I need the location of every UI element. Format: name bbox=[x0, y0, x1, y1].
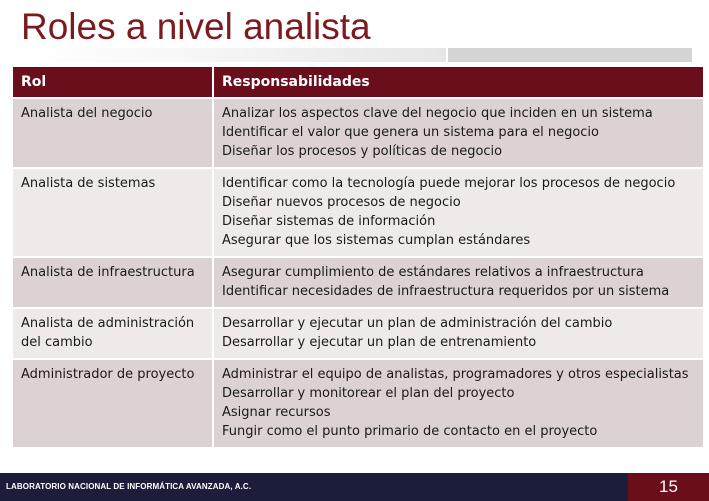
responsibility: Identificar como la tecnología puede mejorar los procesos de negocio bbox=[222, 176, 676, 191]
table-row bbox=[13, 359, 703, 447]
table-row bbox=[13, 308, 703, 359]
role-name: del cambio bbox=[21, 335, 93, 350]
responsibilities-cell bbox=[213, 257, 703, 308]
role-name: Analista del negocio bbox=[21, 106, 153, 121]
responsibility: Asegurar cumplimiento de estándares relativos a infraestructura bbox=[222, 265, 644, 280]
responsibility: Diseñar sistemas de información bbox=[222, 214, 436, 229]
header-rol: Rol bbox=[13, 67, 213, 98]
responsibility: Identificar el valor que genera un sistema para el negocio bbox=[222, 125, 599, 140]
responsibilities-cell bbox=[213, 168, 703, 257]
role-cell bbox=[13, 168, 213, 257]
role-cell bbox=[13, 257, 213, 308]
title-underline bbox=[18, 48, 446, 62]
responsibility: Fungir como el punto primario de contacto en el proyecto bbox=[222, 424, 598, 439]
page-number-box bbox=[628, 473, 709, 501]
role-cell bbox=[13, 359, 213, 447]
responsibility: Diseñar los procesos y políticas de negocio bbox=[222, 144, 503, 159]
responsibility: Desarrollar y ejecutar un plan de administración del cambio bbox=[222, 316, 613, 331]
table-row bbox=[13, 257, 703, 308]
role-cell bbox=[13, 98, 213, 168]
slide-title: Roles a nivel analista bbox=[21, 6, 371, 47]
role-cell bbox=[13, 308, 213, 359]
table-header-row bbox=[13, 67, 703, 98]
role-name: Analista de administración bbox=[21, 316, 195, 331]
responsibility: Desarrollar y ejecutar un plan de entrenamiento bbox=[222, 335, 537, 350]
responsibility: Asegurar que los sistemas cumplan estándares bbox=[222, 233, 531, 248]
responsibilities-cell bbox=[213, 308, 703, 359]
footer-bar bbox=[0, 473, 709, 501]
role-name: Analista de infraestructura bbox=[21, 265, 195, 280]
responsibilities-cell bbox=[213, 98, 703, 168]
responsibility: Administrar el equipo de analistas, programadores y otros especialistas bbox=[222, 367, 689, 382]
page-number: 15 bbox=[659, 477, 678, 496]
responsibilities-cell bbox=[213, 359, 703, 447]
responsibility: Asignar recursos bbox=[222, 405, 331, 420]
role-name: Administrador de proyecto bbox=[21, 367, 195, 382]
table-row bbox=[13, 98, 703, 168]
role-name: Analista de sistemas bbox=[21, 176, 156, 191]
table-row bbox=[13, 168, 703, 257]
roles-table bbox=[13, 67, 703, 447]
footer-organization: LABORATORIO NACIONAL DE INFORMÁTICA AVANZADA, A.C. bbox=[6, 482, 252, 491]
responsibility: Diseñar nuevos procesos de negocio bbox=[222, 195, 461, 210]
responsibility: Desarrollar y monitorear el plan del proyecto bbox=[222, 386, 515, 401]
responsibility: Identificar necesidades de infraestructura requeridos por un sistema bbox=[222, 284, 670, 299]
header-responsabilidades: Responsabilidades bbox=[213, 67, 703, 98]
title-underline-accent bbox=[448, 48, 692, 62]
responsibility: Analizar los aspectos clave del negocio que inciden en un sistema bbox=[222, 106, 653, 121]
